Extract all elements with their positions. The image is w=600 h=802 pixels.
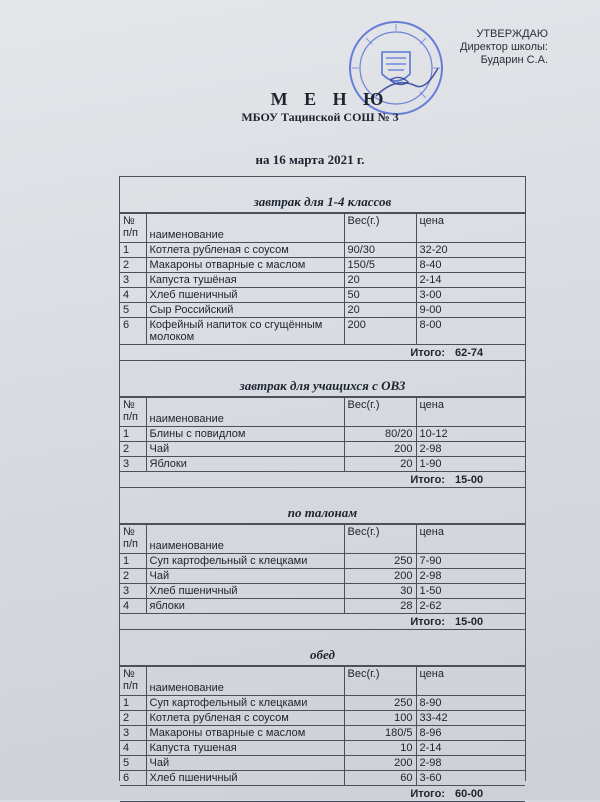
table-row (120, 599, 525, 614)
total-row (120, 472, 525, 488)
row-name: Кофейный напиток со сгущённым молоком (146, 318, 344, 345)
row-name: Чай (146, 756, 344, 771)
column-header-price: цена (416, 525, 525, 554)
table-row (120, 318, 525, 345)
row-number: 3 (120, 584, 146, 599)
section-title: завтрак для 1-4 классов (120, 177, 525, 213)
menu-table (119, 176, 526, 800)
row-weight: 250 (344, 696, 416, 711)
section-title: завтрак для учащихся с ОВЗ (120, 361, 525, 397)
approval-name: Бударин С.А. (480, 54, 548, 66)
row-price: 2-14 (416, 741, 525, 756)
row-number: 6 (120, 771, 146, 786)
row-weight: 250 (344, 554, 416, 569)
row-name: Блины с повидлом (146, 427, 344, 442)
row-number: 4 (120, 599, 146, 614)
row-price: 8-40 (416, 258, 525, 273)
row-name: Макароны отварные с маслом (146, 258, 344, 273)
row-name: Капуста тушеная (146, 741, 344, 756)
table-row (120, 741, 525, 756)
header-row (120, 214, 525, 243)
row-weight: 80/20 (344, 427, 416, 442)
approval-heading: УТВЕРЖДАЮ (476, 28, 548, 40)
row-price: 2-62 (416, 599, 525, 614)
row-name: Макароны отварные с маслом (146, 726, 344, 741)
row-number: 2 (120, 569, 146, 584)
table-row (120, 771, 525, 786)
row-number: 1 (120, 243, 146, 258)
column-header-price: цена (416, 398, 525, 427)
approval-position: Директор школы: (460, 41, 548, 53)
menu-section (120, 177, 525, 361)
row-price: 2-14 (416, 273, 525, 288)
column-header-weight: Вес(г.) (344, 398, 416, 427)
row-name: яблоки (146, 599, 344, 614)
row-weight: 60 (344, 771, 416, 786)
row-price: 3-00 (416, 288, 525, 303)
section-title: по талонам (120, 488, 525, 524)
table-row (120, 273, 525, 288)
total-row (120, 614, 525, 630)
row-number: 4 (120, 288, 146, 303)
total-row (120, 345, 525, 361)
row-name: Котлета рубленая с соусом (146, 711, 344, 726)
column-header-name: наименование (146, 214, 344, 243)
total-value: 15-00 (455, 473, 484, 486)
row-weight: 50 (344, 288, 416, 303)
row-weight: 20 (344, 457, 416, 472)
approval-block (460, 28, 548, 67)
header-row (120, 667, 525, 696)
row-name: Хлеб пшеничный (146, 584, 344, 599)
total-label: Итого: (410, 473, 445, 486)
row-price: 2-98 (416, 569, 525, 584)
menu-section (120, 361, 525, 488)
row-number: 1 (120, 554, 146, 569)
page-title: М Е Н Ю (270, 89, 390, 109)
row-name: Сыр Российский (146, 303, 344, 318)
total-label: Итого: (410, 346, 445, 359)
row-number: 3 (120, 457, 146, 472)
row-weight: 100 (344, 711, 416, 726)
row-price: 32-20 (416, 243, 525, 258)
row-name: Суп картофельный с клецками (146, 554, 344, 569)
column-header-price: цена (416, 667, 525, 696)
row-weight: 200 (344, 756, 416, 771)
menu-section (120, 630, 525, 802)
row-number: 2 (120, 711, 146, 726)
row-name: Хлеб пшеничный (146, 288, 344, 303)
total-value: 62-74 (455, 346, 484, 359)
table-row (120, 427, 525, 442)
total-value: 60-00 (455, 787, 484, 800)
column-header-name: наименование (146, 667, 344, 696)
row-weight: 200 (344, 442, 416, 457)
row-name: Чай (146, 442, 344, 457)
school-name: МБОУ Тацинской СОШ № 3 (241, 110, 399, 124)
row-price: 8-00 (416, 318, 525, 345)
table-row (120, 457, 525, 472)
header-row (120, 525, 525, 554)
row-name: Капуста тушёная (146, 273, 344, 288)
section-title: обед (120, 630, 525, 666)
row-number: 3 (120, 726, 146, 741)
row-name: Яблоки (146, 457, 344, 472)
column-header-num: № п/п (120, 525, 146, 554)
table-row (120, 726, 525, 741)
row-weight: 180/5 (344, 726, 416, 741)
row-number: 2 (120, 442, 146, 457)
row-name: Хлеб пшеничный (146, 771, 344, 786)
table-row (120, 711, 525, 726)
table-row (120, 696, 525, 711)
column-header-weight: Вес(г.) (344, 214, 416, 243)
row-weight: 200 (344, 569, 416, 584)
row-name: Суп картофельный с клецками (146, 696, 344, 711)
table-row (120, 584, 525, 599)
section-table (120, 666, 525, 786)
table-row (120, 756, 525, 771)
row-number: 4 (120, 741, 146, 756)
column-header-name: наименование (146, 398, 344, 427)
row-number: 2 (120, 258, 146, 273)
column-header-weight: Вес(г.) (344, 525, 416, 554)
row-price: 1-90 (416, 457, 525, 472)
table-row (120, 554, 525, 569)
column-header-num: № п/п (120, 667, 146, 696)
row-number: 5 (120, 756, 146, 771)
column-header-num: № п/п (120, 398, 146, 427)
header-row (120, 398, 525, 427)
row-number: 1 (120, 696, 146, 711)
row-name: Чай (146, 569, 344, 584)
table-row (120, 243, 525, 258)
section-table (120, 397, 525, 472)
row-weight: 20 (344, 273, 416, 288)
column-header-price: цена (416, 214, 525, 243)
row-price: 8-96 (416, 726, 525, 741)
row-weight: 10 (344, 741, 416, 756)
column-header-num: № п/п (120, 214, 146, 243)
total-label: Итого: (410, 787, 445, 800)
row-number: 6 (120, 318, 146, 345)
table-row (120, 303, 525, 318)
row-price: 2-98 (416, 756, 525, 771)
row-price: 3-60 (416, 771, 525, 786)
row-price: 2-98 (416, 442, 525, 457)
row-weight: 28 (344, 599, 416, 614)
row-weight: 20 (344, 303, 416, 318)
table-row (120, 569, 525, 584)
row-price: 33-42 (416, 711, 525, 726)
column-header-name: наименование (146, 525, 344, 554)
section-table (120, 213, 525, 345)
row-price: 1-50 (416, 584, 525, 599)
row-weight: 90/30 (344, 243, 416, 258)
menu-date: на 16 марта 2021 г. (255, 152, 365, 167)
row-number: 1 (120, 427, 146, 442)
row-price: 8-90 (416, 696, 525, 711)
row-weight: 200 (344, 318, 416, 345)
total-label: Итого: (410, 615, 445, 628)
row-weight: 150/5 (344, 258, 416, 273)
row-weight: 30 (344, 584, 416, 599)
column-header-weight: Вес(г.) (344, 667, 416, 696)
row-price: 9-00 (416, 303, 525, 318)
table-row (120, 288, 525, 303)
section-table (120, 524, 525, 614)
table-row (120, 258, 525, 273)
table-row (120, 442, 525, 457)
row-number: 3 (120, 273, 146, 288)
total-value: 15-00 (455, 615, 484, 628)
row-price: 7-90 (416, 554, 525, 569)
menu-section (120, 488, 525, 630)
row-price: 10-12 (416, 427, 525, 442)
row-number: 5 (120, 303, 146, 318)
row-name: Котлета рубленая с соусом (146, 243, 344, 258)
